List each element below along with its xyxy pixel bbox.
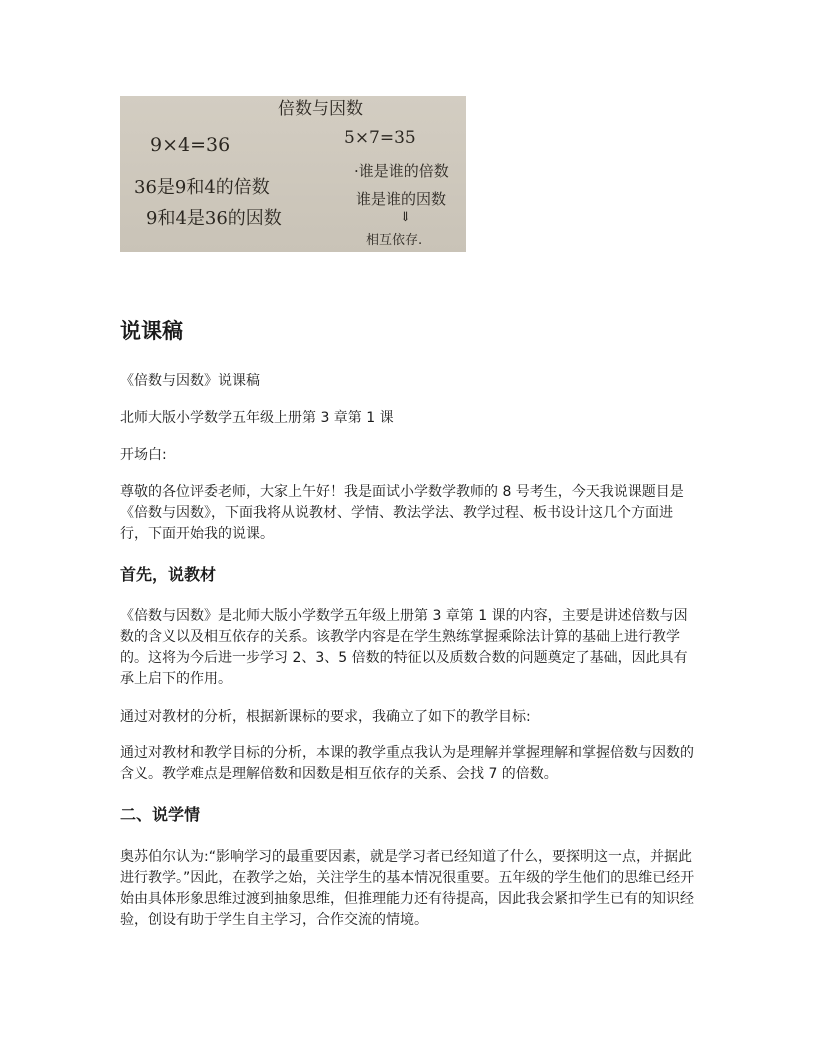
doc-title: 说课稿: [120, 319, 183, 343]
objectives-intro: 通过对教材的分析，根据新课标的要求，我确立了如下的教学目标:: [120, 709, 531, 725]
handwritten-board-photo: [120, 96, 466, 252]
photo-conclusion: 相互依存.: [366, 233, 423, 248]
photo-title: 倍数与因数: [278, 99, 363, 119]
photo-line1: 36是9和4的倍数: [134, 177, 270, 198]
photo-line2: 9和4是36的因数: [146, 208, 282, 229]
handwriting-svg: [120, 96, 466, 252]
lesson-title: 《倍数与因数》说课稿: [120, 373, 260, 389]
photo-eq1: 9×4=36: [150, 134, 231, 156]
lesson-source: 北师大版小学数学五年级上册第 3 章第 1 课: [120, 410, 394, 426]
section-heading-students: 二、说学情: [120, 805, 201, 824]
students-paragraph: 奥苏伯尔认为:“影响学习的最重要因素，就是学习者已经知道了什么，要探明这一点，并据此进行教学。”因此，在教学之始，关注学生的基本情况很重要。五年级的学生他们的思维已经开始由具体形象思维过渡到抽象思维，但推理能力还有待提高，因此我会紧扣学生已有的知识经验，创设有助于学生自主学习，合作交流的情境。: [120, 849, 695, 928]
key-points-paragraph: 通过对教材和教学目标的分析，本课的教学重点我认为是理解并掌握理解和掌握倍数与因数的含义。教学难点是理解倍数和因数是相互依存的关系、会找 7 的倍数。: [120, 745, 694, 782]
material-paragraph: 《倍数与因数》是北师大版小学数学五年级上册第 3 章第 1 课的内容，主要是讲述倍数与因数的含义以及相互依存的关系。该教学内容是在学生熟练掌握乘除法计算的基础上进行教学的。这将为今后进一步学习 2、3、5 倍数的特征以及质数合数的问题奠定了基础，因此具有承上启下的作用。: [120, 608, 688, 687]
photo-eq2: 5×7=35: [344, 128, 416, 148]
opening-paragraph: 尊敬的各位评委老师，大家上午好！我是面试小学数学教师的 8 号考生，今天我说课题目是《倍数与因数》，下面我将从说教材、学情、教法学法、教学过程、板书设计这几个方面进行，下面开始我的说课。: [120, 484, 684, 542]
opening-label: 开场白:: [120, 447, 167, 463]
photo-q2: 谁是谁的因数: [356, 190, 447, 208]
section-heading-material: 首先，说教材: [120, 565, 217, 584]
photo-q1: ·谁是谁的倍数: [354, 162, 449, 180]
photo-arrow: ⇓: [400, 210, 411, 225]
